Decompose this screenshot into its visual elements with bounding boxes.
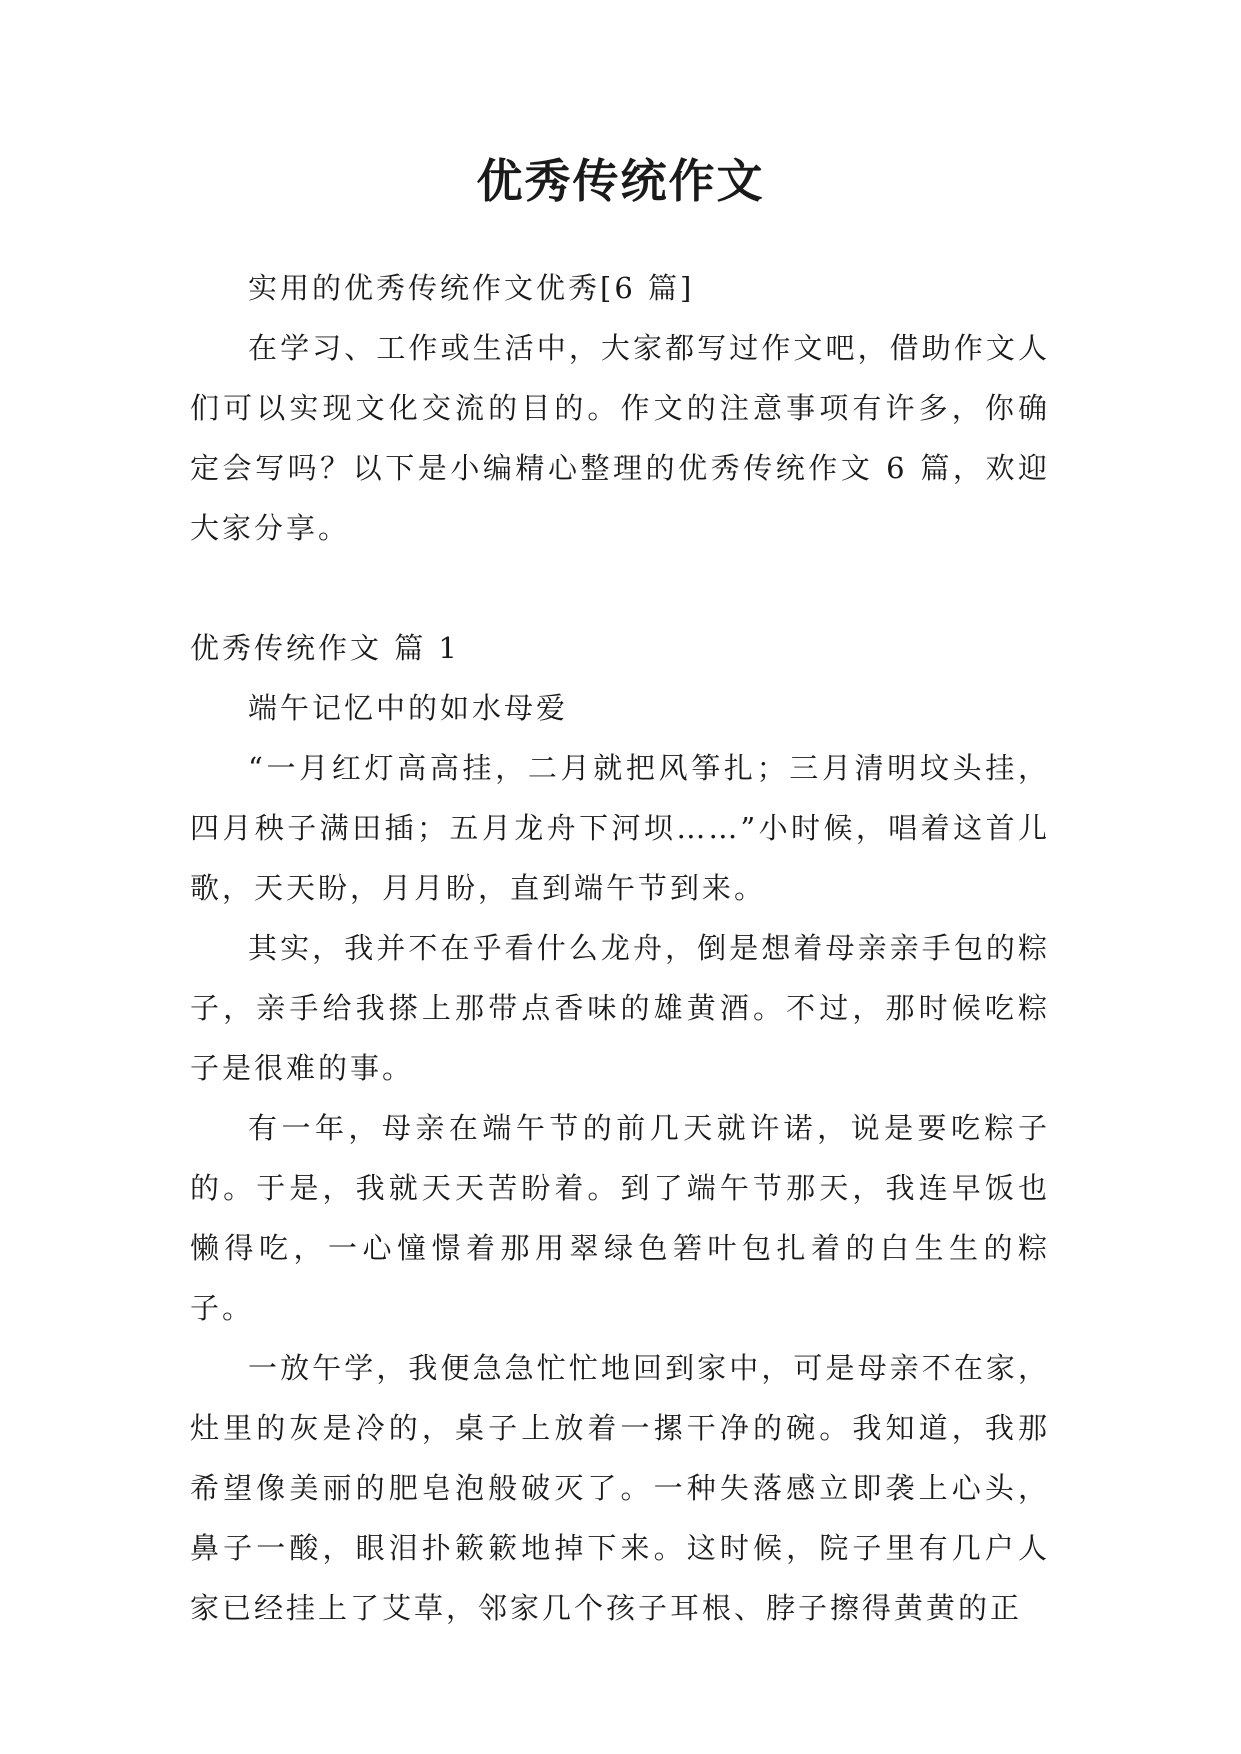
essay-paragraph: 其实，我并不在乎看什么龙舟，倒是想着母亲亲手包的粽子，亲手给我搽上那带点香味的雄黄酒。不过，那时候吃粽子是很难的事。 [190,931,1050,1085]
section-spacer [190,558,1050,618]
document-title: 优秀传统作文 [476,154,765,208]
document-subtitle: 实用的优秀传统作文优秀[6 篇] [248,271,695,305]
essay-paragraph: “一月红灯高高挂，二月就把风筝扎；三月清明坟头挂，四月秧子满田插；五月龙舟下河坝……”小时候，唱着这首儿歌，天天盼，月月盼，直到端午节到来。 [190,751,1050,905]
essay-paragraph: 有一年，母亲在端午节的前几天就许诺，说是要吃粽子的。于是，我就天天苦盼着。到了端午节那天，我连早饭也懒得吃，一心憧憬着那用翠绿色箬叶包扎着的白生生的粽子。 [190,1111,1050,1325]
intro-paragraph: 在学习、工作或生活中，大家都写过作文吧，借助作文人们可以实现文化交流的目的。作文的注意事项有许多，你确定会写吗？以下是小编精心整理的优秀传统作文 6 篇，欢迎大家分享。 [190,331,1050,545]
section-heading: 优秀传统作文 篇 1 [190,631,460,665]
document-body [190,258,1050,1638]
essay-paragraph: 一放午学，我便急急忙忙地回到家中，可是母亲不在家，灶里的灰是冷的，桌子上放着一摞干净的碗。我知道，我那希望像美丽的肥皂泡般破灭了。一种失落感立即袭上心头，鼻子一酸，眼泪扑簌簌地掉下来。这时候，院子里有几户人家已经挂上了艾草，邻家几个孩子耳根、脖子擦得黄黄的正 [190,1351,1050,1625]
essay-title: 端午记忆中的如水母爱 [248,691,569,725]
